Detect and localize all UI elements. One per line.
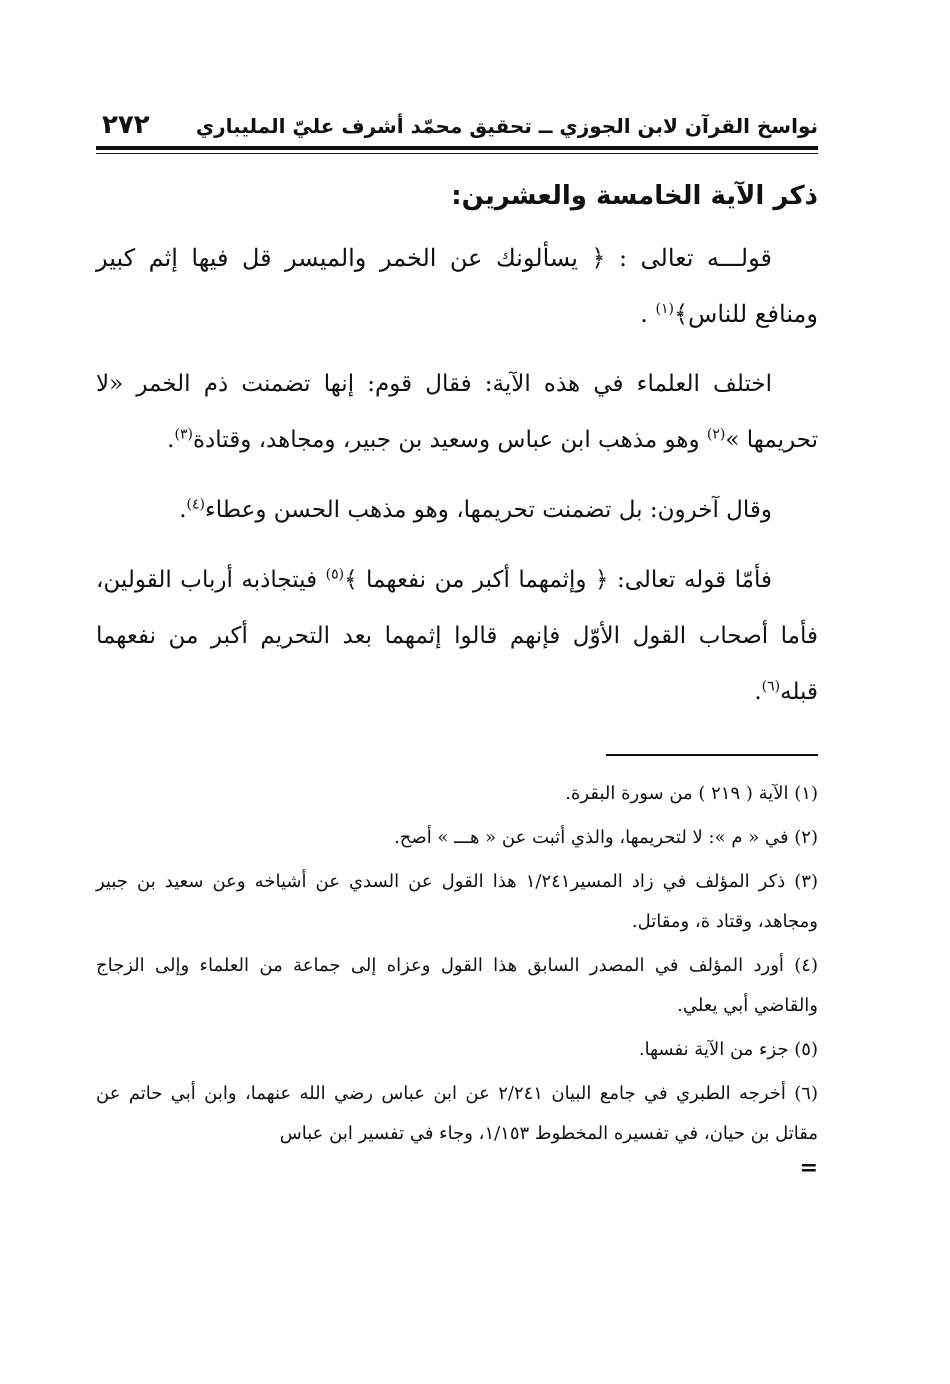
continuation-mark: = <box>799 1154 818 1181</box>
footnote-4: (٤) أورد المؤلف في المصدر السابق هذا القول وعزاه إلى جماعة من العلماء وإلى الزجاج والقاضي أبي يعلي. <box>96 954 818 1016</box>
footnote-ref: (٣) <box>174 426 193 443</box>
paragraph-text: وقال آخرون: بل تضمنت تحريمها، وهو مذهب الحسن وعطاء <box>204 496 772 523</box>
running-header <box>96 100 818 146</box>
footnote-6: (٦) أخرجه الطبري في جامع البيان ٢/٢٤١ عن ابن عباس رضي الله عنهما، وابن أبي حاتم عن مقاتل بن حيان، في تفسيره المخطوط ١/١٥٣، وجاء في تفسير ابن عباس <box>96 1082 818 1144</box>
document-page <box>96 100 818 1181</box>
paragraph-tail: . <box>179 496 187 523</box>
running-title: نواسخ القرآن لابن الجوزي ــ تحقيق محمّد أشرف عليّ المليباري <box>195 114 818 138</box>
paragraph-text: قولـــه تعالى : ﴿ يسألونك عن الخمر والميسر قل فيها إثم كبير ومنافع للناس﴾ <box>96 243 818 328</box>
footnote-3: (٣) ذكر المؤلف في زاد المسير١/٢٤١ هذا القول عن السدي عن أشياخه وعن سعيد بن جبير ومجاهد، وقتاد ة، ومقاتل. <box>96 870 818 932</box>
footnote-ref: (٦) <box>761 678 781 695</box>
footnote-ref: (١) <box>655 300 674 317</box>
paragraph-tail: . <box>640 299 656 328</box>
footnote-ref: (٤) <box>186 496 205 513</box>
paragraph-4 <box>96 552 818 720</box>
footnotes <box>96 774 818 1181</box>
footnote-2: (٢) في « م »: لا لتحريمها، والذي أثبت عن « هـــ » أصح. <box>394 826 818 848</box>
paragraph-3 <box>96 482 818 538</box>
footnote-1: (١) الآية ( ٢١٩ ) من سورة البقرة. <box>565 782 818 804</box>
paragraph-text: اختلف العلماء في هذه الآية: فقال قوم: إنها تضمنت ذم الخمر «لا تحريمها » <box>96 370 818 453</box>
paragraph-tail: . <box>754 678 762 705</box>
paragraph-1 <box>96 230 818 342</box>
footnote-5: (٥) جزء من الآية نفسها. <box>638 1038 818 1060</box>
footnote-ref: (٥) <box>325 566 345 583</box>
page-number: ٢٧٢ <box>102 110 150 140</box>
section-heading: ذكر الآية الخامسة والعشرين: <box>451 181 818 211</box>
paragraph-2 <box>96 356 818 468</box>
footnote-separator <box>606 754 818 756</box>
paragraph-text: فأمّا قوله تعالى: ﴿ وإثمهما أكبر من نفعهما ﴾ <box>344 566 772 593</box>
paragraph-tail: . <box>167 426 175 453</box>
header-rule-thin <box>96 153 818 154</box>
body-text <box>96 180 818 720</box>
header-rule-thick <box>96 146 818 150</box>
footnote-ref: (٢) <box>706 426 726 443</box>
paragraph-tail: فيتجاذبه أرباب القولين، فأما أصحاب القول الأوّل فإنهم قالوا إثمهما بعد التحريم أكبر من نفعهما قبله <box>96 566 818 705</box>
paragraph-tail: وهو مذهب ابن عباس وسعيد بن جبير، ومجاهد، وقتادة <box>192 426 707 453</box>
